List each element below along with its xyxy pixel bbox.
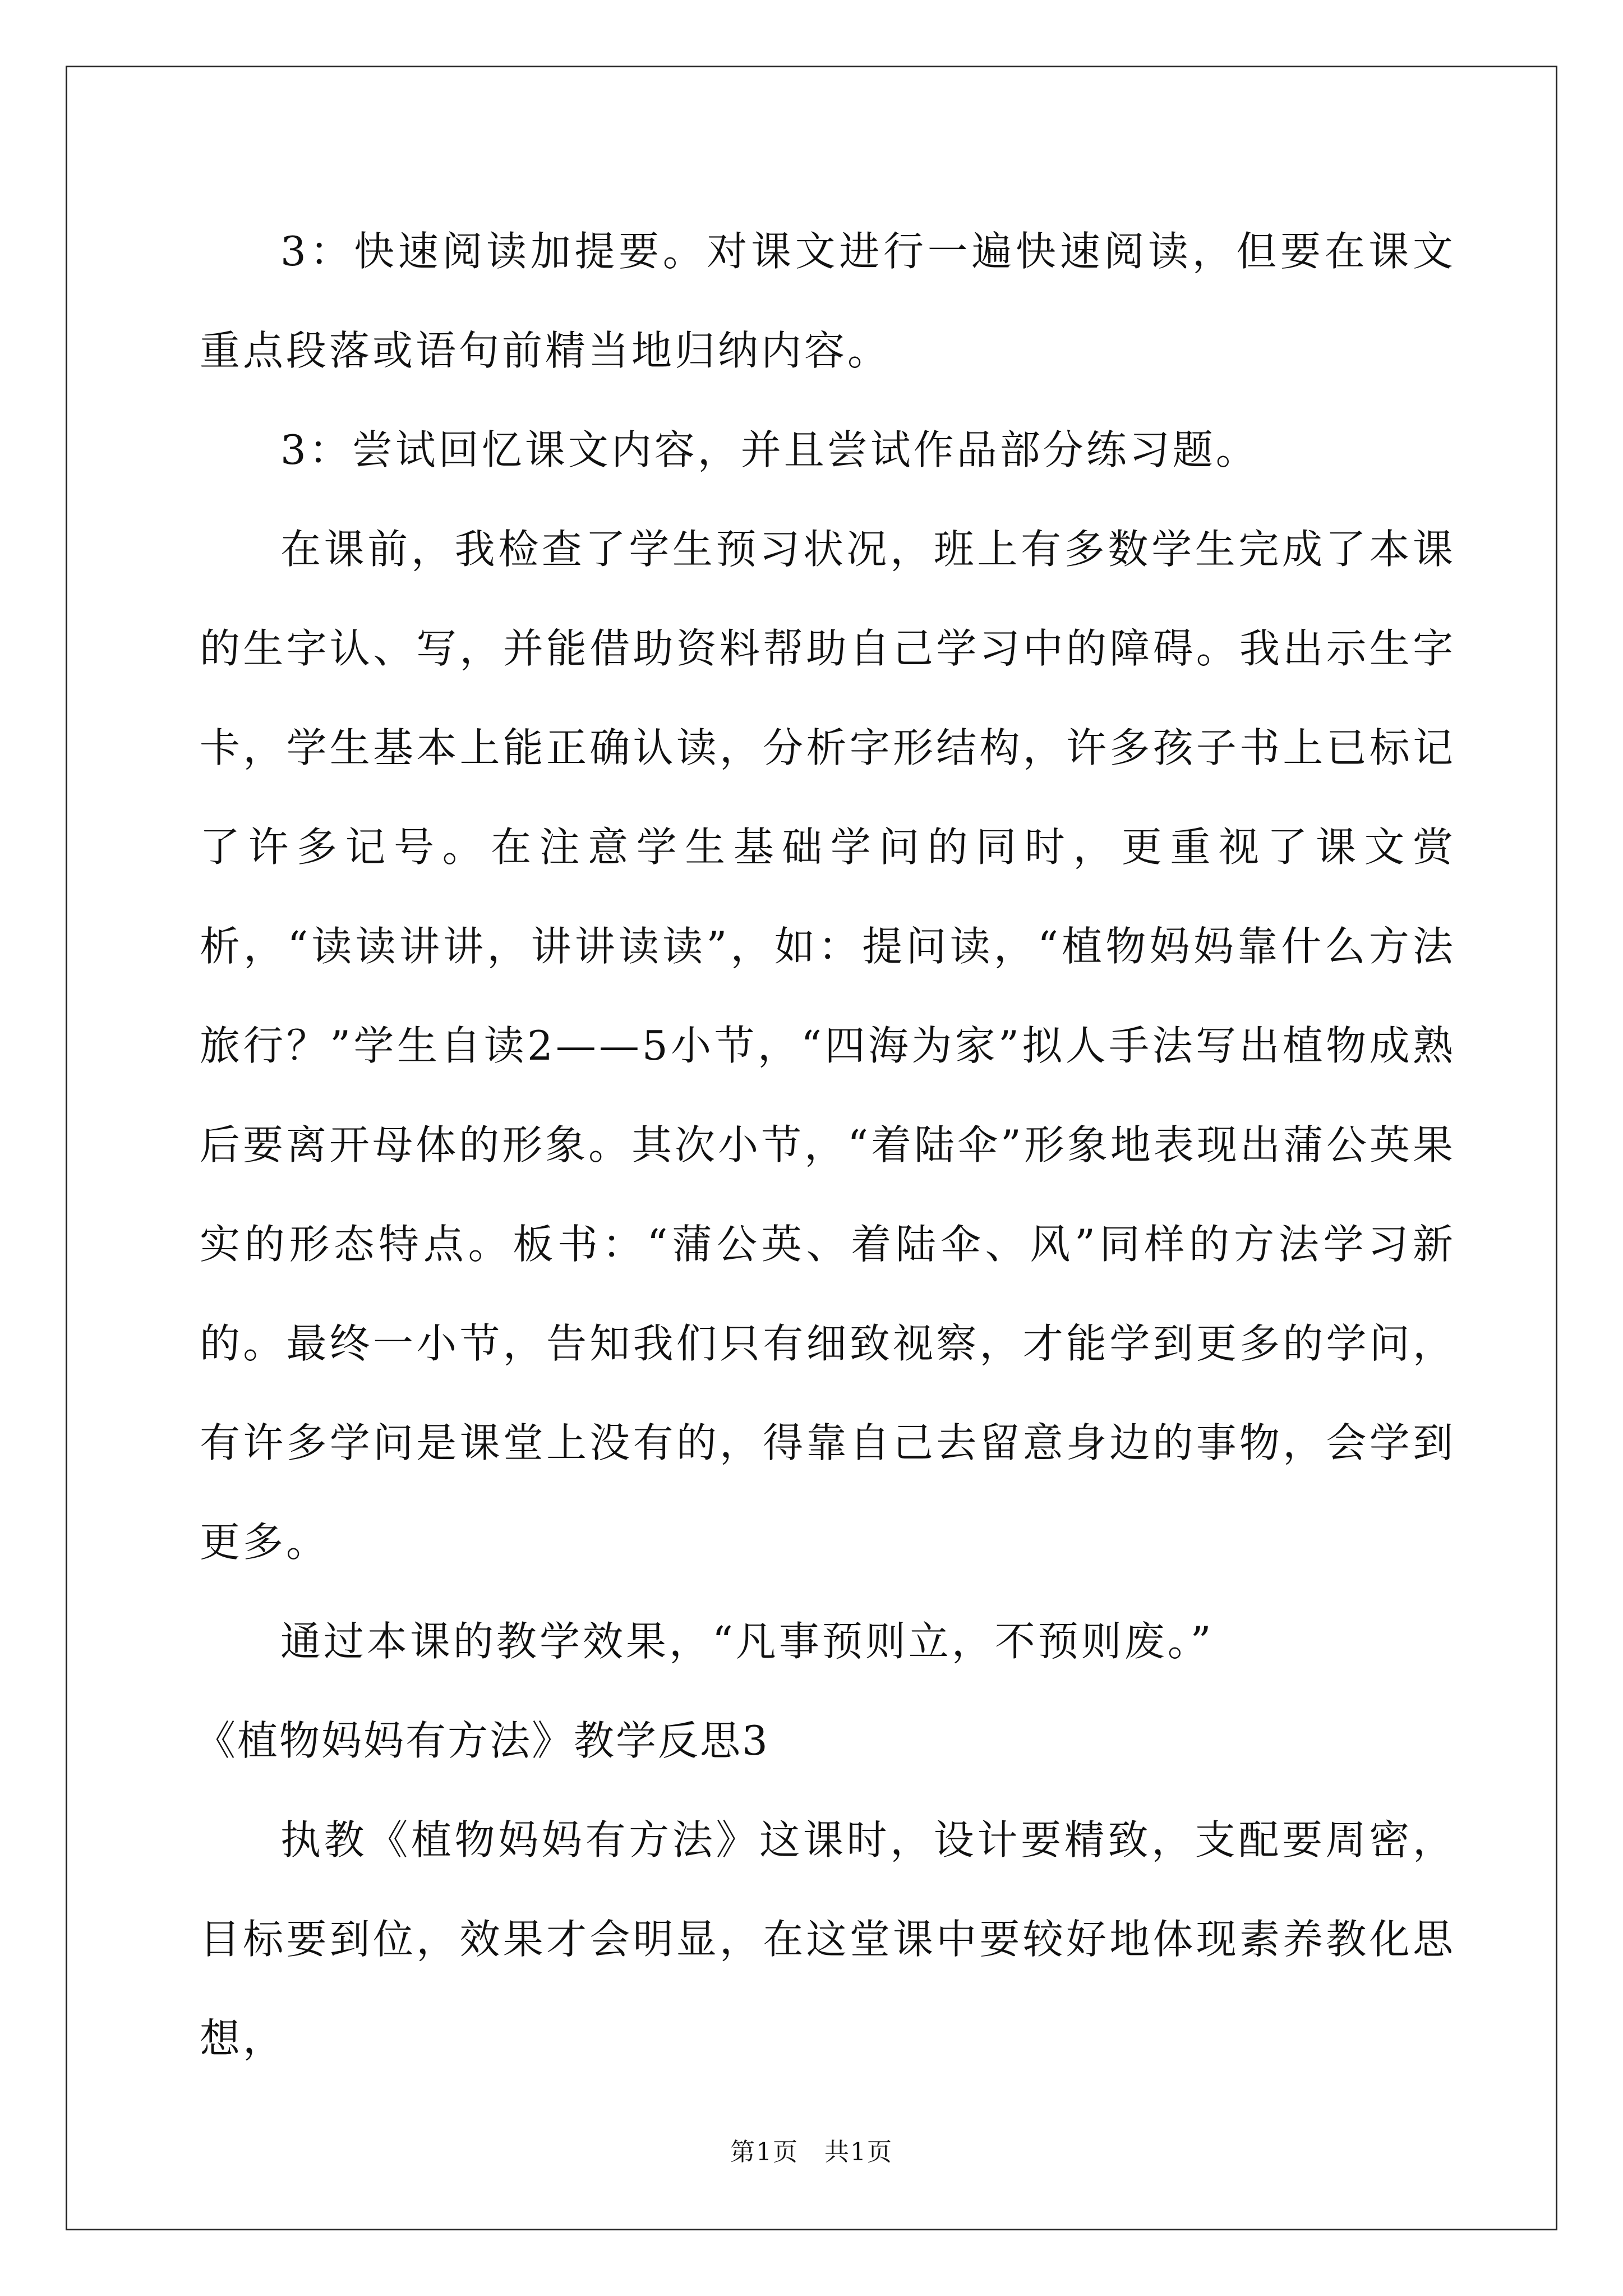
- section-heading: 《植物妈妈有方法》教学反思3: [195, 1717, 769, 1764]
- paragraph-reflection-intro: 执教《植物妈妈有方法》这课时，设计要精致，支配要周密，目标要到位，效果才会明显，在这堂课中要较好地体现素养教化思想，: [200, 1816, 1456, 2062]
- paragraph-conclusion: 通过本课的教学效果，“凡事预则立，不预则废。”: [280, 1618, 1214, 1665]
- paragraph-quick-reading: 3：快速阅读加提要。对课文进行一遍快速阅读，但要在课文重点段落或语句前精当地归纳内容。: [200, 228, 1456, 374]
- paragraph-recall: 3：尝试回忆课文内容，并且尝试作品部分练习题。: [280, 426, 1259, 473]
- page-footer: 第1页 共1页: [730, 2138, 893, 2166]
- paragraph-preview-check: 在课前，我检查了学生预习状况，班上有多数学生完成了本课的生字认、写，并能借助资料帮助自己学习中的障碍。我出示生字卡，学生基本上能正确认读，分析字形结构，许多孩子书上已标记了许多记号。在注意学生基础学问的同时，更重视了课文赏析，“读读讲讲，讲讲读读”，如：提问读，“植物妈妈靠什么方法旅行？”学生自读2——5小节，“四海为家”拟人手法写出植物成熟后要离开母体的形象。其次小节，“着陆伞”形象地表现出蒲公英果实的形态特点。板书：“蒲公英、着陆伞、风”同样的方法学习新的。最终一小节，告知我们只有细致视察，才能学到更多的学问，有许多学问是课堂上没有的，得靠自己去留意身边的事物，会学到更多。: [200, 526, 1456, 1566]
- document-body: [195, 202, 1456, 2088]
